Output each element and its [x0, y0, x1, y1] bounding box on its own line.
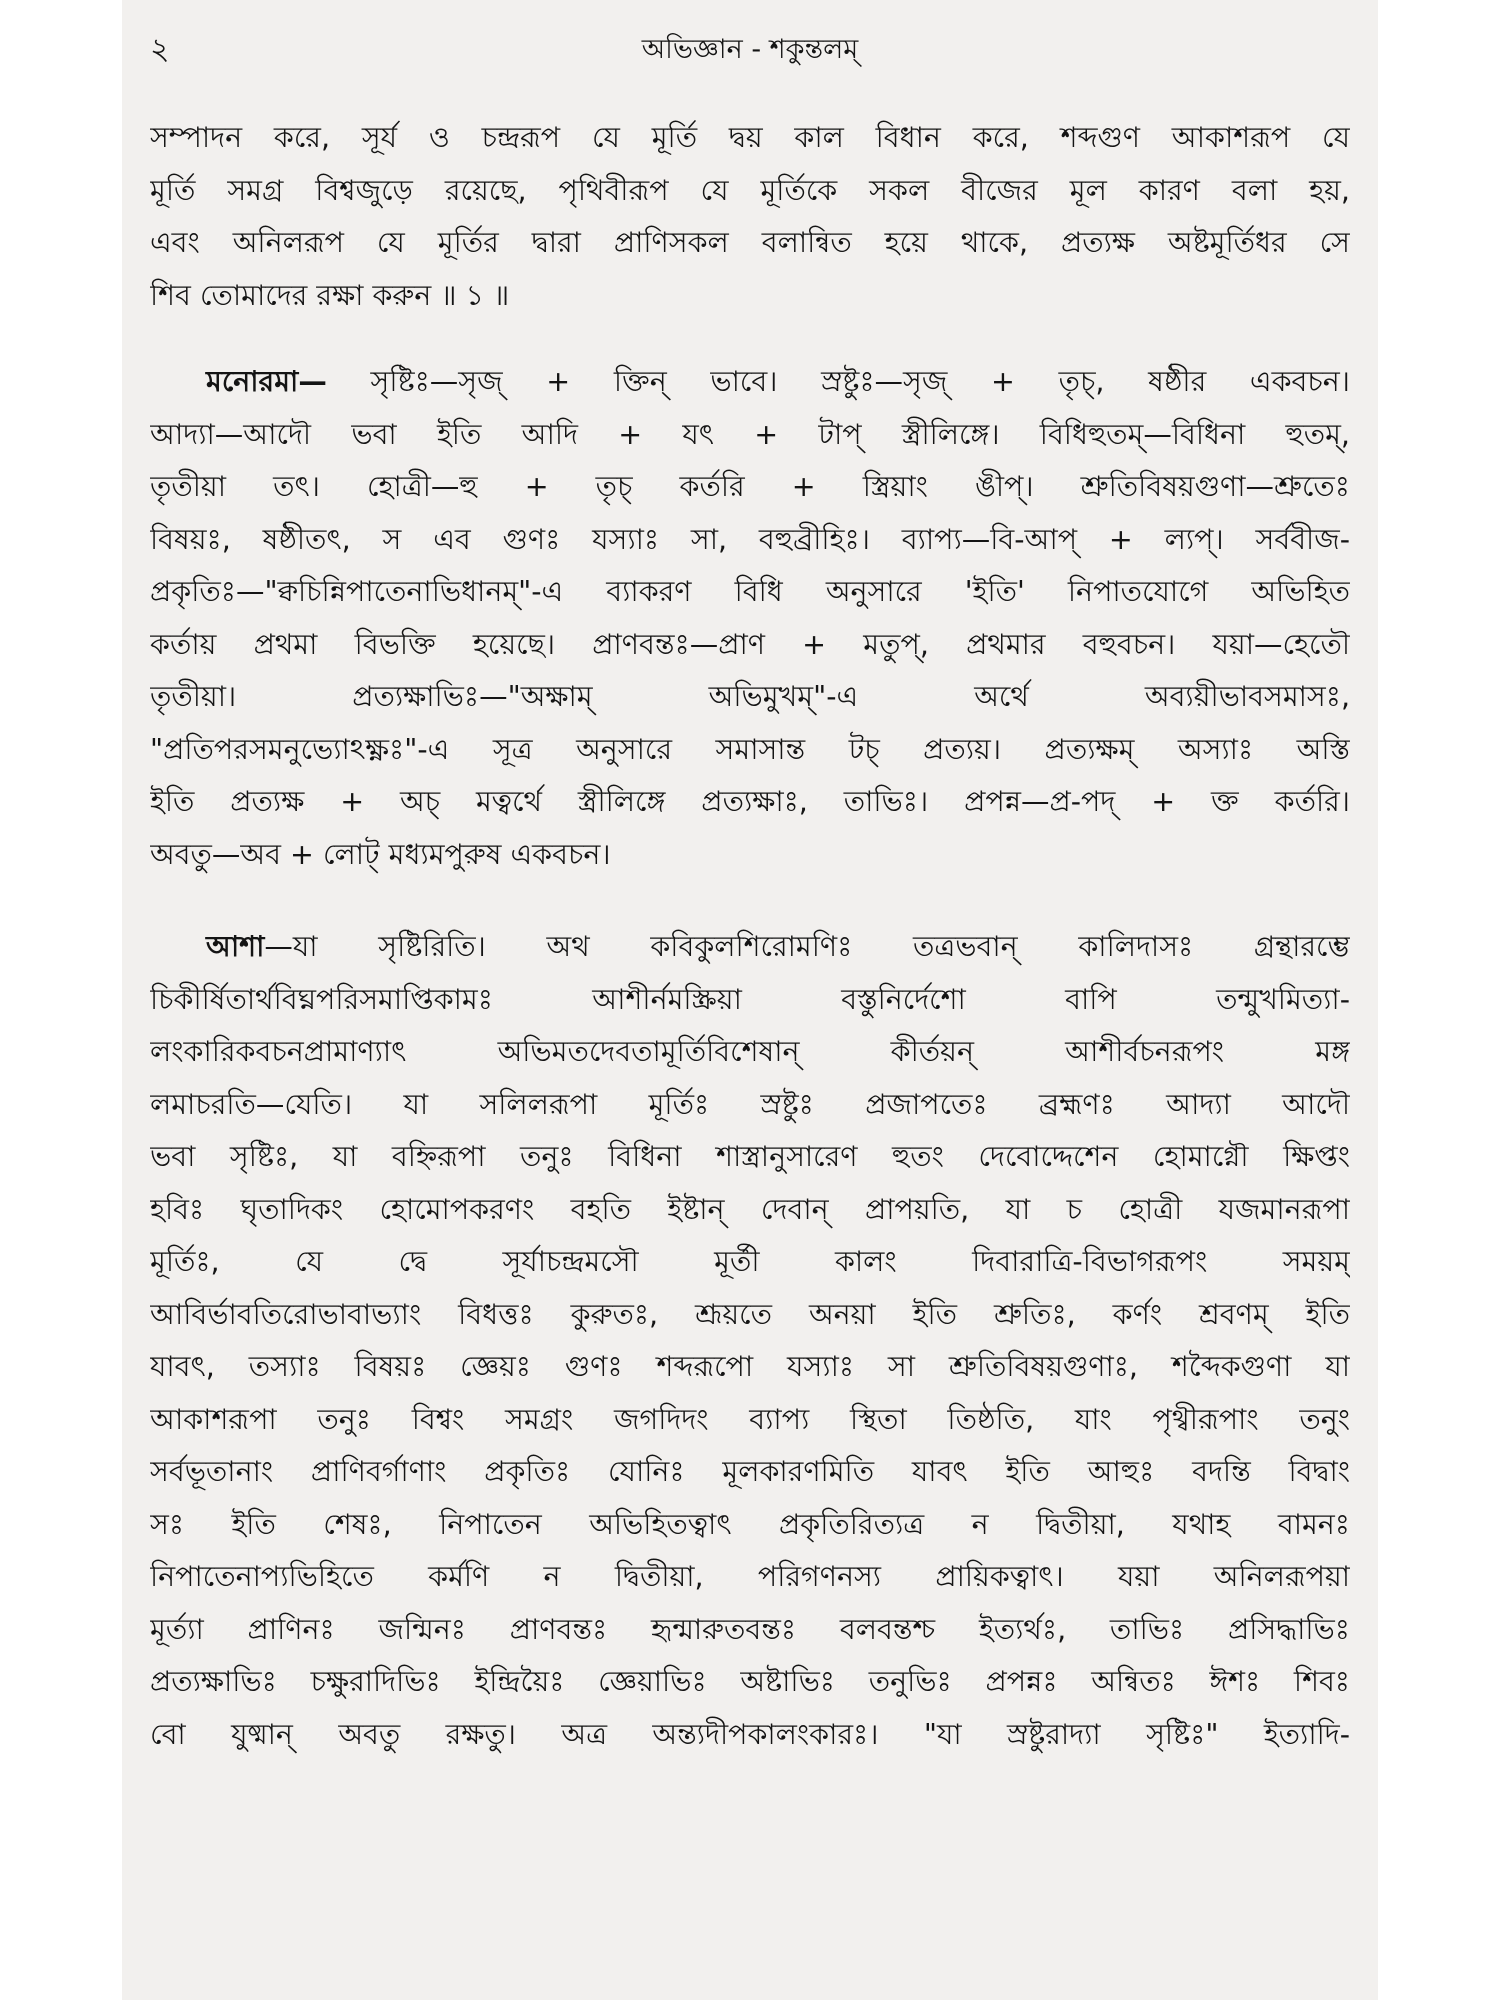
text-line: চিকীর্ষিতার্থবিঘ্নপরিসমাপ্তিকামঃ আশীর্নমস্ক্রিয়া বস্তুনির্দেশো বাপি তন্মুখমিত্যা-: [150, 982, 1350, 1016]
text-line: এবং অনিলরূপ যে মূর্তির দ্বারা প্রাণিসকল বলান্বিত হয়ে থাকে, প্রত্যক্ষ অষ্টমূর্তিধর সে: [150, 226, 1350, 259]
text-line: সম্পাদন করে, সূর্য ও চন্দ্ররূপ যে মূর্তি দ্বয় কাল বিধান করে, শব্দগুণ আকাশরূপ যে: [150, 121, 1350, 154]
text-line: তৃতীয়া। প্রত্যক্ষাভিঃ—"অক্ষাম্ অভিমুখম্"-এ অর্থে অব্যয়ীভাবসমাসঃ,: [150, 680, 1350, 713]
text-line: বো যুষ্মান্ অবতু রক্ষতু। অত্র অন্ত্যদীপকালংকারঃ। "যা স্রষ্টুরাদ্যা সৃষ্টিঃ" ইত্যাদি-: [150, 1717, 1350, 1751]
text-line: লংকারিকবচনপ্রামাণ্যাৎ অভিমতদেবতামূর্তিবিশেষান্ কীর্তয়ন্ আশীর্বচনরূপং মঙ্গ: [150, 1035, 1350, 1068]
text-line: শিব তোমাদের রক্ষা করুন ॥ ১ ॥: [150, 278, 510, 312]
text-line: বিষয়ঃ, ষষ্ঠীতৎ, স এব গুণঃ যস্যাঃ সা, বহুব্রীহিঃ। ব্যাপ্য—বি-আপ্ + ল্যপ্। সর্ববীজ-: [150, 522, 1350, 556]
page-title: অভিজ্ঞান - শকুন্তলম্: [641, 34, 859, 65]
text-line: মূর্ত্যা প্রাণিনঃ জন্মিনঃ প্রাণবন্তঃ হৃন্মারুতবন্তঃ বলবন্তশ্চ ইত্যর্থঃ, তাভিঃ প্রসিদ্ধাভিঃ: [150, 1612, 1350, 1646]
text-line: আদ্যা—আদৌ ভবা ইতি আদি + যৎ + টাপ্ স্ত্রীলিঙ্গে। বিধিহুতম্—বিধিনা হুতম্,: [150, 417, 1350, 451]
text-line: অবতু—অব + লোট্ মধ্যমপুরুষ একবচন।: [150, 837, 611, 871]
text-line: মূর্তিঃ, যে দ্বে সূর্যাচন্দ্রমসৌ মূর্তী কালং দিবারাত্রি-বিভাগরূপং সময়ম্: [150, 1245, 1350, 1278]
asha-commentary: [150, 921, 1350, 1761]
text-line: প্রকৃতিঃ—"ক্বচিন্নিপাতেনাভিধানম্"-এ ব্যাকরণ বিধি অনুসারে 'ইতি' নিপাতযোগে অভিহিত: [150, 575, 1350, 608]
text-line-content: সৃষ্টিঃ—সৃজ্ + ক্তিন্ ভাবে। স্রষ্টুঃ—সৃজ্ + তৃচ্, ষষ্ঠীর একবচন।: [326, 365, 1350, 398]
text-line: [150, 921, 1350, 974]
translation-paragraph: [150, 112, 1350, 322]
text-line: সঃ ইতি শেষঃ, নিপাতেন অভিহিতত্বাৎ প্রকৃতিরিত্যত্র ন দ্বিতীয়া, যথাহ বামনঃ: [150, 1507, 1350, 1541]
text-line: ভবা সৃষ্টিঃ, যা বহ্নিরূপা তনুঃ বিধিনা শাস্ত্রানুসারেণ হুতং দেবোদ্দেশেন হোমাগ্নৌ ক্ষিপ্তং: [150, 1140, 1350, 1173]
text-line-content: —যা সৃষ্টিরিতি। অথ কবিকুলশিরোমণিঃ তত্রভবান্ কালিদাসঃ গ্রন্থারম্ভে: [264, 930, 1350, 963]
page-header: [150, 24, 1350, 76]
book-page: [122, 0, 1378, 2000]
commentary-heading-asha: আশা: [206, 930, 265, 963]
text-line: আবির্ভাবতিরোভাবাভ্যাং বিধত্তঃ কুরুতঃ, শ্রূয়তে অনয়া ইতি শ্রুতিঃ, কর্ণং শ্রবণম্ ইতি: [150, 1297, 1350, 1331]
text-line: ইতি প্রত্যক্ষ + অচ্ মত্বর্থে স্ত্রীলিঙ্গে প্রত্যক্ষাঃ, তাভিঃ। প্রপন্ন—প্র-পদ্ + ক্ত কর্তরি।: [150, 785, 1350, 818]
text-line: "প্রতিপরসমনুভ্যোঽক্ষ্ণঃ"-এ সূত্র অনুসারে সমাসান্ত টচ্ প্রত্যয়। প্রত্যক্ষম্ অস্যাঃ অস্তি: [150, 732, 1350, 766]
text-line: মূর্তি সমগ্র বিশ্বজুড়ে রয়েছে, পৃথিবীরূপ যে মূর্তিকে সকল বীজের মূল কারণ বলা হয়,: [150, 173, 1350, 207]
text-line: হবিঃ ঘৃতাদিকং হোমোপকরণং বহতি ইষ্টান্ দেবান্ প্রাপয়তি, যা চ হোত্রী যজমানরূপা: [150, 1192, 1350, 1226]
text-line: প্রত্যক্ষাভিঃ চক্ষুরাদিভিঃ ইন্দ্রিয়ৈঃ জ্ঞেয়াভিঃ অষ্টাভিঃ তনুভিঃ প্রপন্নঃ অন্বিতঃ ঈশঃ শিবঃ: [150, 1665, 1350, 1698]
text-line: আকাশরূপা তনুঃ বিশ্বং সমগ্রং জগদিদং ব্যাপ্য স্থিতা তিষ্ঠতি, যাং পৃথ্বীরূপাং তনুং: [150, 1402, 1350, 1436]
text-line: নিপাতেনাপ্যভিহিতে কর্মণি ন দ্বিতীয়া, পরিগণনস্য প্রায়িকত্বাৎ। যয়া অনিলরূপয়া: [150, 1560, 1350, 1593]
manorama-commentary: [150, 356, 1350, 881]
page-number: ২: [150, 32, 170, 67]
text-line: লমাচরতি—যেতি। যা সলিলরূপা মূর্তিঃ স্রষ্টুঃ প্রজাপতেঃ ব্রহ্মণঃ আদ্যা আদৌ: [150, 1087, 1350, 1121]
text-line: তৃতীয়া তৎ। হোত্রী—হু + তৃচ্ কর্তরি + স্ত্রিয়াং ঙীপ্। শ্রুতিবিষয়গুণা—শ্রুতেঃ: [150, 470, 1350, 503]
text-line: সর্বভূতানাং প্রাণিবর্গাণাং প্রকৃতিঃ যোনিঃ মূলকারণমিতি যাবৎ ইতি আহুঃ বদন্তি বিদ্বাং: [150, 1455, 1350, 1488]
text-line: কর্তায় প্রথমা বিভক্তি হয়েছে। প্রাণবন্তঃ—প্রাণ + মতুপ্, প্রথমার বহুবচন। যয়া—হেতৌ: [150, 627, 1350, 661]
commentary-heading-manorama: মনোরমা—: [206, 365, 327, 398]
text-line: যাবৎ, তস্যাঃ বিষয়ঃ জ্ঞেয়ঃ গুণঃ শব্দরূপো যস্যাঃ সা শ্রুতিবিষয়গুণাঃ, শব্দৈকগুণা যা: [150, 1350, 1350, 1383]
text-line: [150, 356, 1350, 409]
